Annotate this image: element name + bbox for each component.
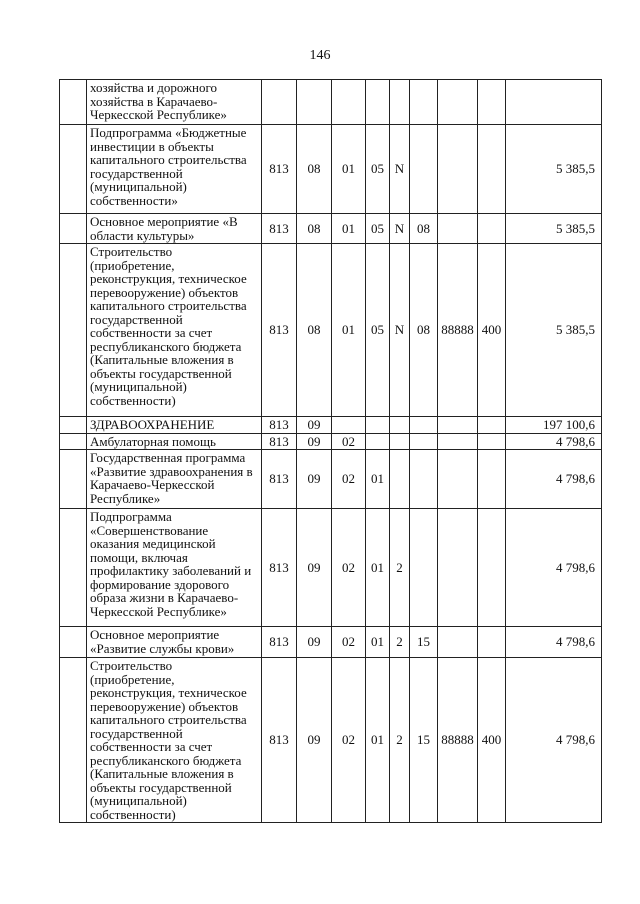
cell-subsection: 02	[332, 627, 366, 658]
cell-subsection: 01	[332, 214, 366, 244]
row-name: Основное мероприятие «В области культуры»	[87, 214, 262, 244]
row-name: Амбулаторная помощь	[87, 433, 262, 450]
page-number: 146	[309, 48, 331, 63]
cell-subprogram	[390, 450, 410, 509]
cell-sum: 5 385,5	[506, 244, 602, 417]
cell-ministry: 813	[262, 627, 297, 658]
row-index-cell	[60, 125, 87, 214]
table-row	[60, 450, 602, 509]
cell-expense-type	[478, 80, 506, 125]
row-index-cell	[60, 244, 87, 417]
cell-direction: 88888	[438, 658, 478, 823]
cell-ministry: 813	[262, 244, 297, 417]
table-body	[60, 80, 602, 823]
cell-subsection: 02	[332, 450, 366, 509]
table-row	[60, 509, 602, 627]
cell-expense-type	[478, 627, 506, 658]
cell-subprogram: N	[390, 244, 410, 417]
cell-direction	[438, 214, 478, 244]
table-row	[60, 214, 602, 244]
cell-sum: 4 798,6	[506, 433, 602, 450]
cell-sum: 197 100,6	[506, 417, 602, 434]
cell-event-code: 08	[410, 214, 438, 244]
row-index-cell	[60, 509, 87, 627]
row-name: Государственная программа «Развитие здравоохранения в Карачаево-Черкесской Республике»	[87, 450, 262, 509]
cell-ministry: 813	[262, 658, 297, 823]
cell-section: 08	[297, 214, 332, 244]
cell-subprogram: 2	[390, 627, 410, 658]
cell-subsection: 01	[332, 125, 366, 214]
cell-subprogram	[390, 80, 410, 125]
cell-direction	[438, 417, 478, 434]
cell-direction	[438, 80, 478, 125]
cell-subprogram: N	[390, 214, 410, 244]
cell-direction	[438, 450, 478, 509]
table-row	[60, 417, 602, 434]
cell-sum: 4 798,6	[506, 658, 602, 823]
cell-ministry: 813	[262, 214, 297, 244]
cell-section: 09	[297, 658, 332, 823]
cell-sum: 5 385,5	[506, 125, 602, 214]
cell-sum: 5 385,5	[506, 214, 602, 244]
cell-event-code	[410, 80, 438, 125]
budget-table	[59, 79, 602, 823]
cell-expense-type: 400	[478, 244, 506, 417]
cell-subsection: 02	[332, 658, 366, 823]
cell-section: 08	[297, 244, 332, 417]
cell-event-code: 15	[410, 627, 438, 658]
cell-direction	[438, 627, 478, 658]
row-index-cell	[60, 80, 87, 125]
cell-subsection: 02	[332, 509, 366, 627]
cell-sum: 4 798,6	[506, 450, 602, 509]
cell-ministry: 813	[262, 125, 297, 214]
cell-direction: 88888	[438, 244, 478, 417]
cell-event-code	[410, 450, 438, 509]
cell-event-code: 15	[410, 658, 438, 823]
row-name: Подпрограмма «Совершенствование оказания медицинской помощи, включая профилактику заболеваний и формирование здорового образа жизни в Карачаево-Черкесской Республике»	[87, 509, 262, 627]
cell-program: 01	[366, 658, 390, 823]
row-index-cell	[60, 627, 87, 658]
cell-expense-type	[478, 214, 506, 244]
cell-event-code	[410, 509, 438, 627]
cell-program: 01	[366, 509, 390, 627]
table-row	[60, 80, 602, 125]
cell-subprogram	[390, 433, 410, 450]
cell-event-code	[410, 417, 438, 434]
cell-expense-type	[478, 433, 506, 450]
cell-section: 09	[297, 509, 332, 627]
row-name: Основное мероприятие «Развитие службы крови»	[87, 627, 262, 658]
cell-ministry: 813	[262, 509, 297, 627]
cell-program: 01	[366, 627, 390, 658]
cell-expense-type	[478, 450, 506, 509]
cell-direction	[438, 509, 478, 627]
row-index-cell	[60, 450, 87, 509]
cell-section: 09	[297, 450, 332, 509]
table-row	[60, 433, 602, 450]
row-index-cell	[60, 417, 87, 434]
cell-direction	[438, 433, 478, 450]
cell-event-code: 08	[410, 244, 438, 417]
cell-expense-type: 400	[478, 658, 506, 823]
cell-section: 09	[297, 433, 332, 450]
row-index-cell	[60, 214, 87, 244]
cell-program	[366, 417, 390, 434]
table-row	[60, 125, 602, 214]
cell-program	[366, 80, 390, 125]
cell-subsection	[332, 80, 366, 125]
cell-subprogram: N	[390, 125, 410, 214]
cell-program: 05	[366, 214, 390, 244]
row-name: Подпрограмма «Бюджетные инвестиции в объекты капитального строительства государственной (муниципальной) собственности»	[87, 125, 262, 214]
table-row	[60, 658, 602, 823]
cell-sum	[506, 80, 602, 125]
cell-program: 05	[366, 244, 390, 417]
cell-expense-type	[478, 417, 506, 434]
cell-direction	[438, 125, 478, 214]
cell-event-code	[410, 125, 438, 214]
table-row	[60, 627, 602, 658]
cell-subprogram: 2	[390, 658, 410, 823]
cell-ministry	[262, 80, 297, 125]
cell-sum: 4 798,6	[506, 509, 602, 627]
cell-subsection: 01	[332, 244, 366, 417]
row-index-cell	[60, 658, 87, 823]
cell-expense-type	[478, 125, 506, 214]
row-index-cell	[60, 433, 87, 450]
cell-program: 05	[366, 125, 390, 214]
cell-section: 09	[297, 627, 332, 658]
cell-ministry: 813	[262, 450, 297, 509]
cell-sum: 4 798,6	[506, 627, 602, 658]
cell-event-code	[410, 433, 438, 450]
cell-subprogram	[390, 417, 410, 434]
row-name: хозяйства и дорожного хозяйства в Карачаево-Черкесской Республике»	[87, 80, 262, 125]
cell-subsection: 02	[332, 433, 366, 450]
row-name: Строительство (приобретение, реконструкция, техническое перевооружение) объектов капитального строительства государственной собственности за счет республиканского бюджета (Капитальные вложения в объекты государственной (муниципальной) собственности)	[87, 244, 262, 417]
table-row	[60, 244, 602, 417]
cell-program: 01	[366, 450, 390, 509]
cell-section	[297, 80, 332, 125]
row-name: ЗДРАВООХРАНЕНИЕ	[87, 417, 262, 434]
cell-subprogram: 2	[390, 509, 410, 627]
row-name: Строительство (приобретение, реконструкция, техническое перевооружение) объектов капитального строительства государственной собственности за счет республиканского бюджета (Капитальные вложения в объекты государственной (муниципальной) собственности)	[87, 658, 262, 823]
cell-expense-type	[478, 509, 506, 627]
cell-ministry: 813	[262, 417, 297, 434]
cell-section: 09	[297, 417, 332, 434]
cell-ministry: 813	[262, 433, 297, 450]
cell-program	[366, 433, 390, 450]
cell-subsection	[332, 417, 366, 434]
cell-section: 08	[297, 125, 332, 214]
